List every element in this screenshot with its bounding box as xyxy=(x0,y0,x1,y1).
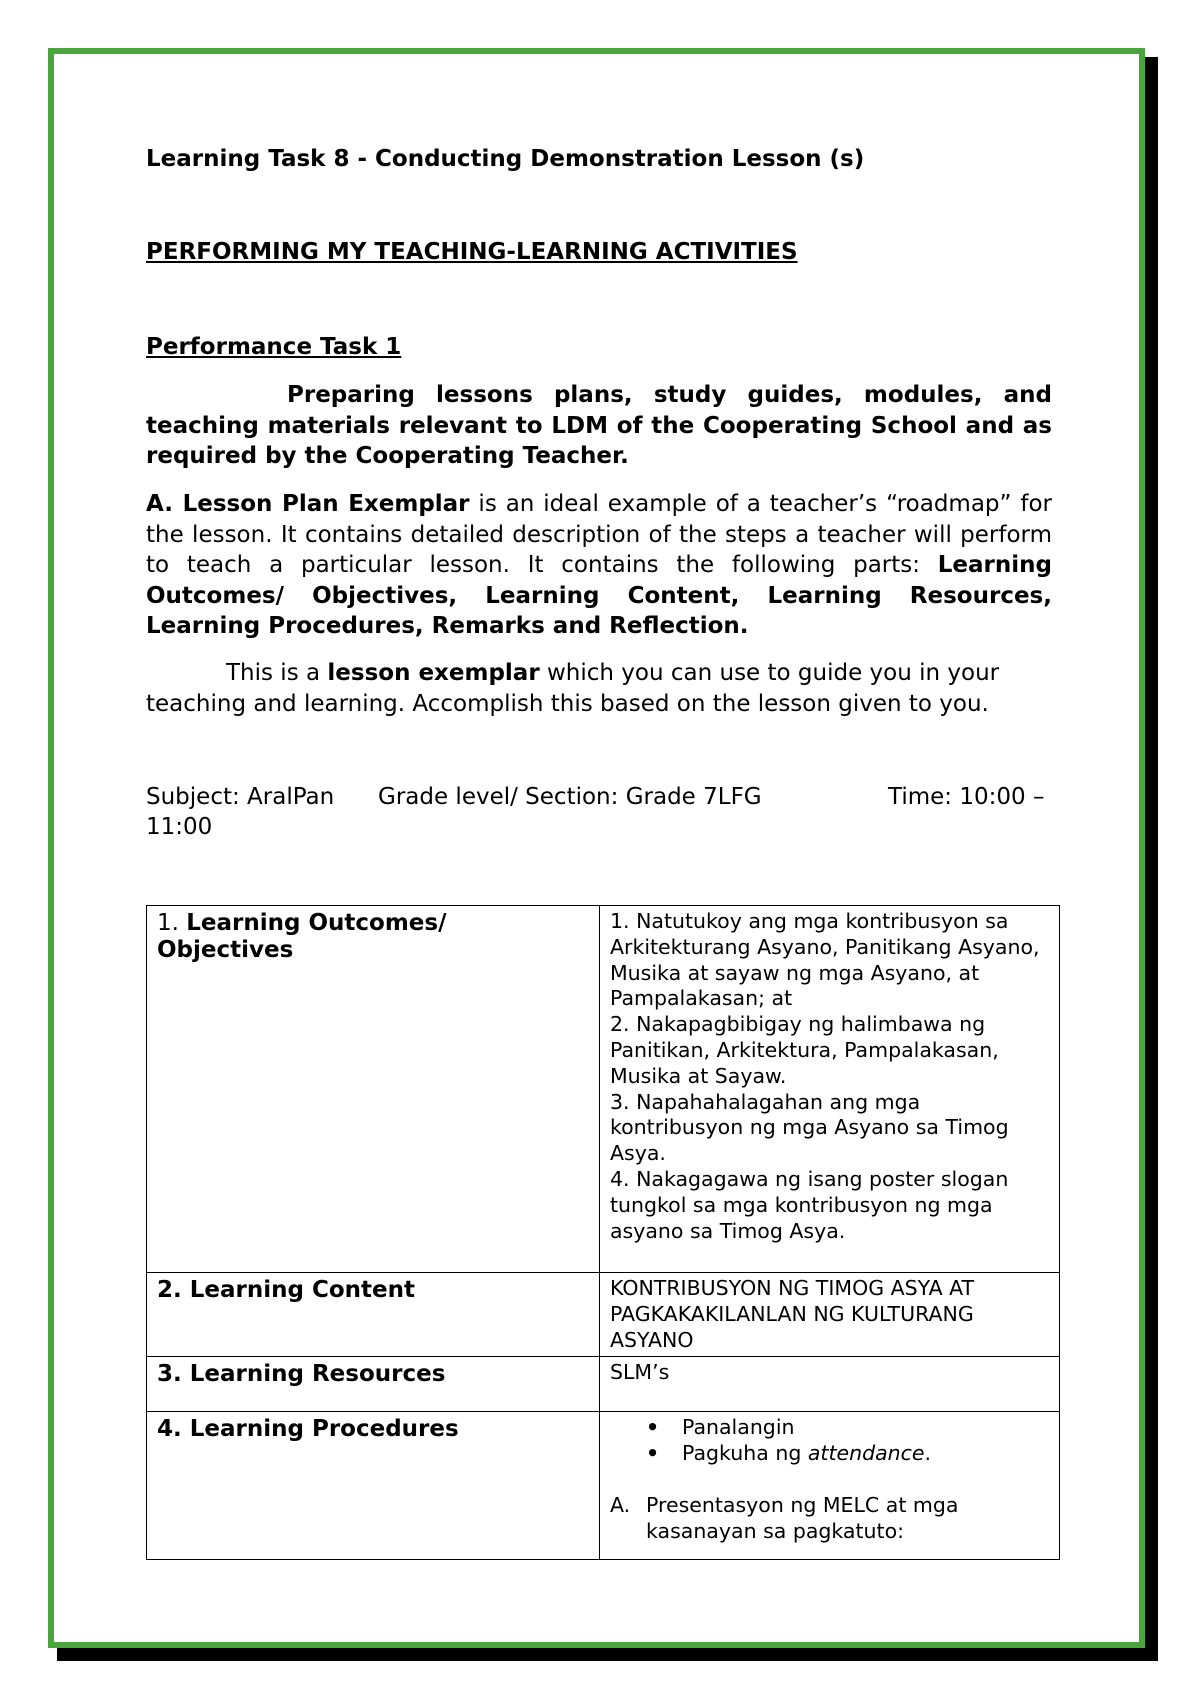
lesson-plan-text: is an ideal example of a teacher’s “roadmap” for the lesson. It contains detailed description of the steps a teacher will perform to teach a particular lesson. It contains the following parts: xyxy=(146,491,1052,578)
objectives-label: Learning Outcomes/ Objectives xyxy=(157,910,447,963)
table-row xyxy=(147,1273,1060,1357)
objective-item: 1. Natutukoy ang mga kontribusyon sa Arkitekturang Asyano, Panitikang Asyano, Musika at sayaw ng mga Asyano, at Pampalakasan; at xyxy=(610,909,1040,1011)
list-item: • Panalangin xyxy=(682,1415,1049,1441)
objectives-label-cell xyxy=(147,906,600,1273)
resources-value-cell: SLM’s xyxy=(600,1357,1060,1412)
table-row xyxy=(147,1357,1060,1412)
lesson-plan-parts: Learning Outcomes/ Objectives, Learning Content, Learning Resources, Learning Procedures, Remarks and Reflection. xyxy=(146,552,1052,639)
exemplar-pre: This is a xyxy=(226,660,328,686)
objectives-cell xyxy=(600,906,1060,1273)
subject-label: Subject: AralPan xyxy=(146,784,335,810)
procedure-a xyxy=(610,1493,1049,1545)
section-heading: PERFORMING MY TEACHING-LEARNING ACTIVITIES xyxy=(146,239,798,265)
objective-item: 4. Nakagagawa ng isang poster slogan tungkol sa mga kontribusyon ng mga asyano sa Timog Asya. xyxy=(610,1166,1009,1243)
attendance-pre: Pagkuha ng xyxy=(682,1441,808,1466)
procedure-a-label: A. xyxy=(610,1492,631,1517)
objectives-number: 1. xyxy=(157,910,179,936)
table-row xyxy=(147,906,1060,1273)
exemplar-post: which you can use to guide you in your teaching and learning. Accomplish this based on the lesson given to you. xyxy=(146,660,1000,717)
objective-item: 3. Napahahalagahan ang mga kontribusyon ng mga Asyano sa Timog Asya. xyxy=(610,1089,1009,1166)
resources-label-cell: 3. Learning Resources xyxy=(147,1357,600,1412)
attendance-post: . xyxy=(924,1441,932,1466)
lesson-plan-lead: A. Lesson Plan Exemplar xyxy=(146,491,470,517)
intro-paragraph: Preparing lessons plans, study guides, modules, and teaching materials relevant to LDM of the Cooperating School and as required by the Cooperating Teacher. xyxy=(146,382,1052,469)
exemplar-bold: lesson exemplar xyxy=(327,660,540,686)
grade-label: Grade level/ Section: Grade 7LFG xyxy=(378,784,762,810)
time-label: Time: 10:00 – xyxy=(888,784,1045,810)
lesson-exemplar-paragraph xyxy=(146,658,1052,719)
procedure-a-text: Presentasyon ng MELC at mga kasanayan sa pagkatuto: xyxy=(646,1492,959,1543)
lesson-plan-table xyxy=(146,905,1060,1560)
performance-task-heading: Performance Task 1 xyxy=(146,334,402,360)
table-row xyxy=(147,1412,1060,1560)
procedures-list xyxy=(610,1415,1049,1467)
list-item xyxy=(682,1441,1049,1467)
content-label-cell: 2. Learning Content xyxy=(147,1273,600,1357)
lesson-plan-paragraph xyxy=(146,489,1052,642)
objective-item: 2. Nakapagbibigay ng halimbawa ng Panitikan, Arkitektura, Pampalakasan, Musika at Sayaw. xyxy=(610,1012,999,1088)
content-value-cell: KONTRIBUSYON NG TIMOG ASYA AT PAGKAKAKILANLAN NG KULTURANG ASYANO xyxy=(600,1273,1060,1357)
procedures-label-cell: 4. Learning Procedures xyxy=(147,1412,600,1560)
time-continued: 11:00 xyxy=(146,814,213,840)
procedures-cell xyxy=(600,1412,1060,1560)
lesson-meta xyxy=(146,782,1052,813)
task-title: Learning Task 8 - Conducting Demonstration Lesson (s) xyxy=(146,146,865,172)
attendance-em: attendance xyxy=(807,1441,925,1466)
